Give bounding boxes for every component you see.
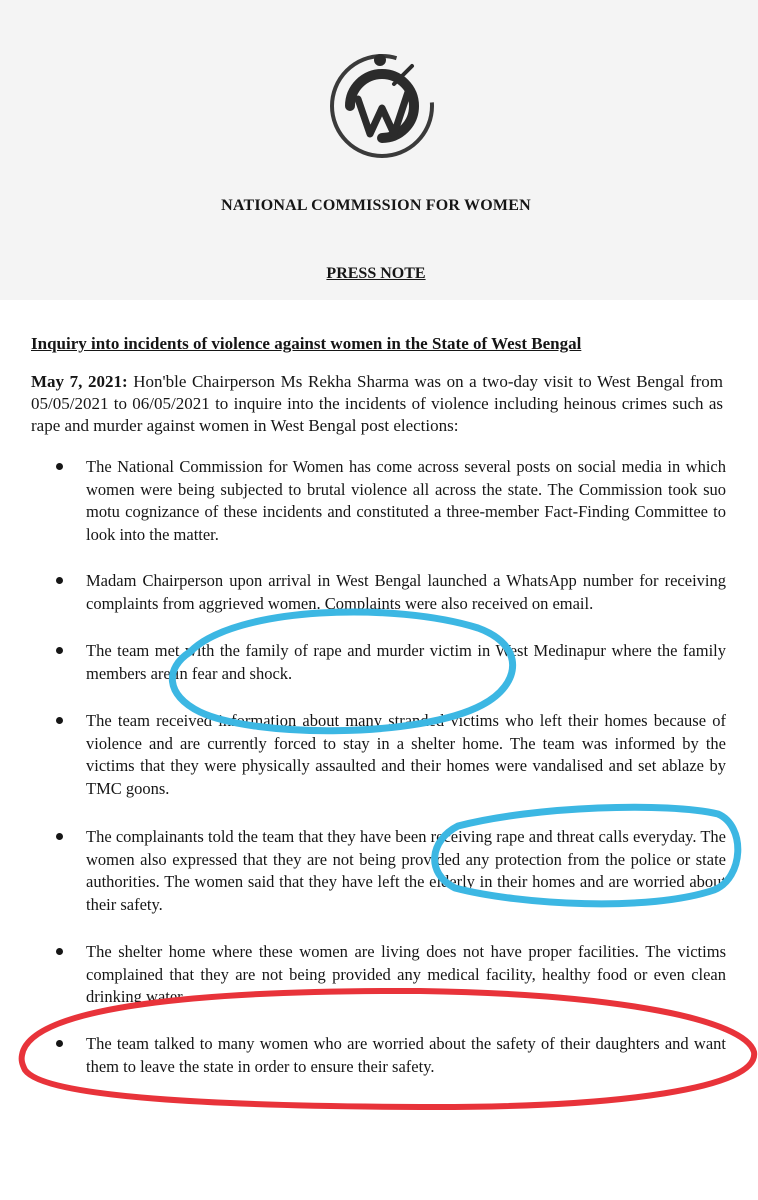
list-item xyxy=(56,570,726,615)
bullet-dot xyxy=(56,463,63,470)
bullet-dot xyxy=(56,833,63,840)
list-item-text: Madam Chairperson upon arrival in West Bengal launched a WhatsApp number for receiving complaints from aggrieved women. Complaints were also received on email. xyxy=(86,571,726,613)
bullet-dot xyxy=(56,717,63,724)
subject-heading: Inquiry into incidents of violence against women in the State of West Bengal xyxy=(31,334,582,353)
bullet-dot xyxy=(56,948,63,955)
bullet-dot xyxy=(56,1040,63,1047)
intro-date: May 7, 2021: xyxy=(31,372,128,391)
list-item xyxy=(56,640,726,685)
ncw-logo xyxy=(322,44,442,164)
list-item-text: The team received information about many stranded victims who left their homes because of violence and are currently forced to stay in a shelter home. The team was informed by the victims that they were physically assaulted and their homes were vandalised and set ablaze by TMC goons. xyxy=(86,711,726,798)
list-item-text: The team met with the family of rape and murder victim in West Medinapur where the family members are in fear and shock. xyxy=(86,641,726,683)
document-type-heading: PRESS NOTE xyxy=(326,265,426,282)
organization-title: NATIONAL COMMISSION FOR WOMEN xyxy=(221,197,531,214)
list-item xyxy=(56,456,726,546)
list-item-text: The shelter home where these women are living does not have proper facilities. The victims complained that they are not being provided any medical facility, healthy food or even clean drinking water. xyxy=(86,942,726,1006)
intro-paragraph xyxy=(31,371,723,437)
list-item xyxy=(56,826,726,916)
list-item-text: The National Commission for Women has come across several posts on social media in which women were being subjected to brutal violence all across the state. The Commission took suo motu cognizance of these incidents and constituted a three-member Fact-Finding Committee to look into the matter. xyxy=(86,457,726,544)
list-item xyxy=(56,1033,726,1078)
list-item-text: The team talked to many women who are worried about the safety of their daughters and want them to leave the state in order to ensure their safety. xyxy=(86,1034,726,1076)
list-item-text: The complainants told the team that they have been receiving rape and threat calls everyday. The women also expressed that they are not being provided any protection from the police or state authorities. The women said that they have left the elderly in their homes and are worried about their safety. xyxy=(86,827,726,914)
list-item xyxy=(56,710,726,800)
bullet-dot xyxy=(56,577,63,584)
intro-text: Hon'ble Chairperson Ms Rekha Sharma was on a two-day visit to West Bengal from 05/05/2021 to 06/05/2021 to inquire into the incidents of violence including heinous crimes such as rape and murder against women in West Bengal post elections: xyxy=(31,372,723,435)
list-item xyxy=(56,941,726,1009)
bullet-dot xyxy=(56,647,63,654)
